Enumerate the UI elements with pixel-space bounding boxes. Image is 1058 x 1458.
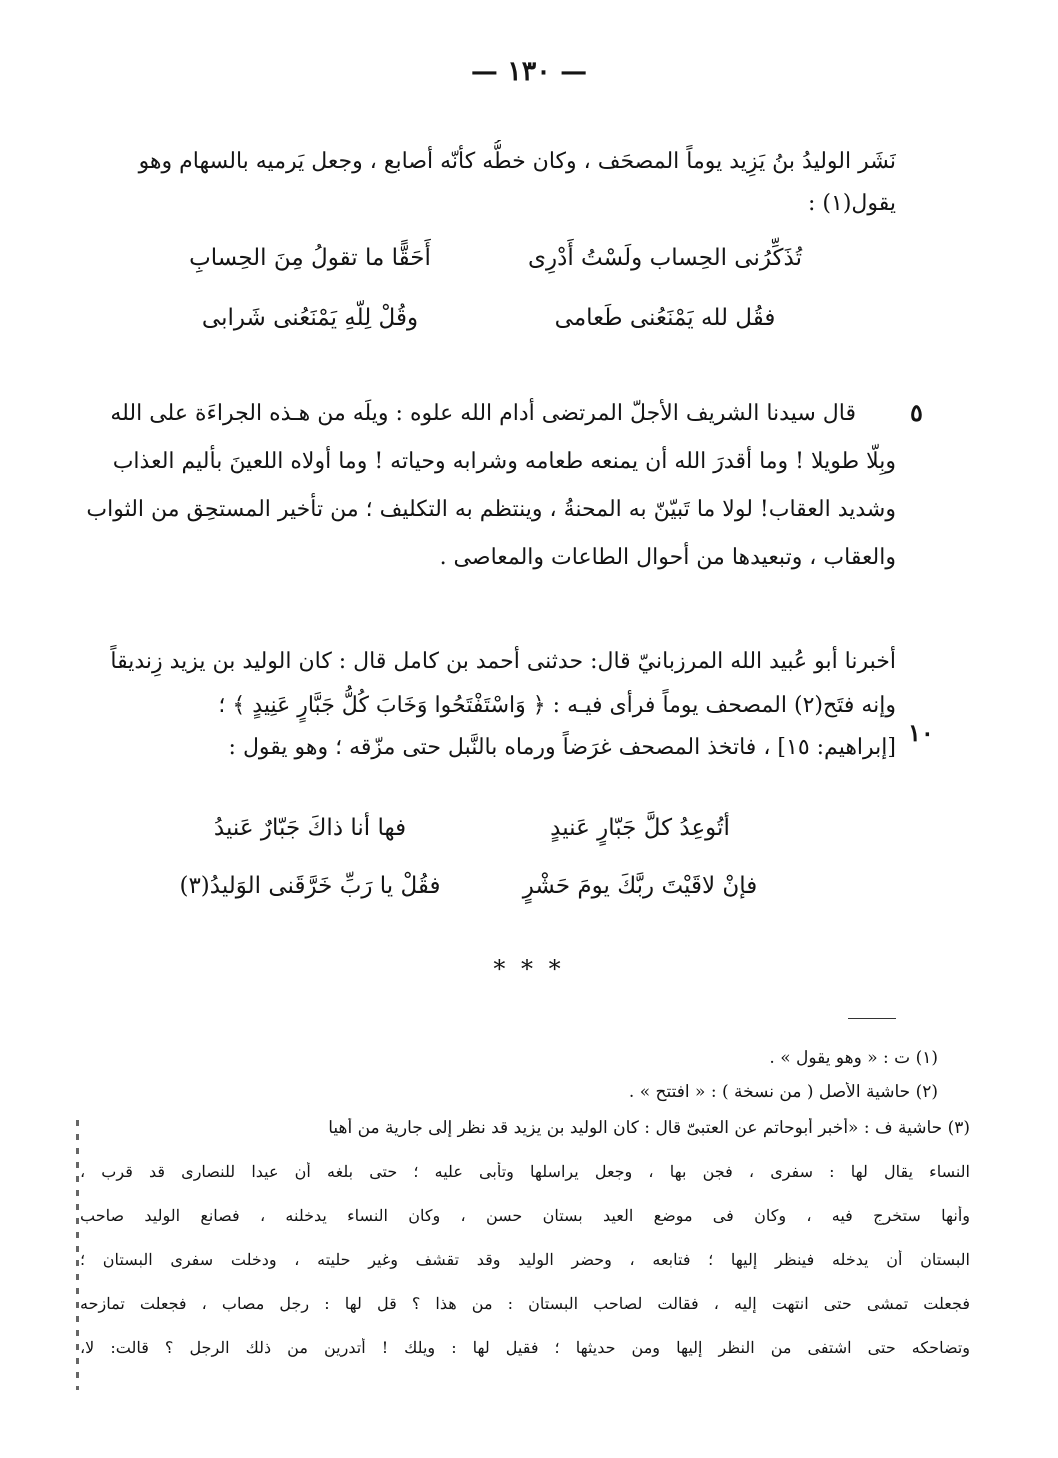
poem-verses-2 — [160, 815, 800, 925]
verse-2-left-hemistich: وقُلْ لِلّهِ يَمْنَعُنى شَرابى — [201, 305, 419, 331]
line-number-5: ٥ — [910, 398, 923, 427]
paragraph-line: نَشَر الوليدُ بنُ يَزِيد يوماً المصحَف ، وكان خطُّه كأنّه أصابع ، وجعل يَرميه بالسهام وهو — [138, 149, 896, 174]
paragraph-murtada-comment — [84, 390, 896, 582]
verse-2-right-hemistich: فقُل لله يَمْنَعُنى طَعامى — [554, 305, 776, 331]
paragraph-line: يقول(١) : — [807, 191, 896, 216]
verse-3-left-hemistich: فها أنا ذاكَ جَبّارٌ عَنيدُ — [213, 815, 407, 841]
verse-4-right-hemistich: فإنْ لاقَيْتَ ربَّكَ يومَ حَشْرٍ — [522, 873, 758, 899]
verse-1-right-hemistich: تُذَكِّرُنى الحِساب ولَسْتُ أَدْرِى — [527, 245, 802, 271]
paragraph-line: وبِلّا طويلا ! وما أقدرَ الله أن يمنعه طعامه وشرابه وحياته ! وما أولاه اللعينَ بأليم العذاب — [112, 449, 896, 474]
page-number: — ١٣٠ — — [470, 56, 588, 87]
footnote-1: (١) ت : « وهو يقول » . — [769, 1048, 938, 1068]
paragraph-line: وشديد العقاب! لولا ما تَبيّنّ به المحنةُ ، وينتظم به التكليف ؛ من تأخير المستحِق من الثواب — [86, 497, 896, 522]
footnote-2: (٢) حاشية الأصل ( من نسخة ) : « افتتح » . — [628, 1082, 938, 1102]
section-separator: * * * — [493, 955, 565, 983]
paragraph-walid-mushaf — [84, 140, 896, 224]
footnote-3-line: (٣) حاشية ف : «أخبر أبوحاتم عن العتبىّ قال : كان الوليد بن يزيد قد نظر إلى جارية من أهيا — [328, 1118, 970, 1138]
paragraph-line: أخبرنا أبو عُبيد الله المرزبانيّ قال: حدثنى أحمد بن كامل قال : كان الوليد بن يزيد زِنديقاً — [110, 649, 896, 674]
footnote-rule — [848, 1018, 896, 1019]
paragraph-line: قال سيدنا الشريف الأجلّ المرتضى أدام الله علوه : ويلَه من هـذه الجراءَة على الله — [110, 401, 856, 426]
paragraph-marzubani-report — [84, 640, 896, 768]
paragraph-line: [إبراهيم: ١٥] ، فاتخذ المصحف غرَضاً ورماه بالنَّبل حتى مزّقه ؛ وهو يقول : — [228, 735, 896, 760]
footnote-3-line: البستان أن يدخله فينظر إليها ؛ فتابعه ، وحضر الوليد وقد تقشف وغير حليته ، ودخلت سفرى البستان ؛ — [80, 1250, 970, 1269]
verse-1-left-hemistich: أَحَقًّا ما تقولُ مِنَ الحِسابِ — [189, 245, 431, 271]
paragraph-line: وإنه فتَح(٢) المصحف يوماً فرأى فيـه : ﴿ وَاسْتَفْتَحُوا وَخَابَ كُلُّ جَبَّارٍ عَنِيدٍ ﴾ ؛ — [218, 693, 896, 718]
footnote-3-line: وتضاحكه حتى اشتفى من النظر إليها ومن حديثها ؛ فقيل لها : ويلك ! أتدرين من ذلك الرجل ؟ قالت: لا، — [80, 1338, 970, 1357]
verse-3-right-hemistich: أتُوعِدُ كلَّ جَبّارٍ عَنيدٍ — [550, 815, 730, 841]
verse-4-left-hemistich: فقُلْ يا رَبِّ خَرَّقَنى الوَليدُ(٣) — [179, 873, 441, 899]
poem-verses-1 — [150, 245, 830, 355]
footnote-3-line: النساء يقال لها : سفرى ، فجن بها ، وجعل يراسلها وتأبى عليه ؛ حتى بلغه أن عيدا للنصارى قد قرب ، — [80, 1162, 970, 1181]
line-number-10: ١٠ — [908, 718, 934, 747]
footnote-3-line: فجعلت تمشى حتى انتهت إليه ، فقالت لصاحب البستان : من هذا ؟ قل لها : رجل مصاب ، فجعلت تمازحه — [80, 1294, 970, 1313]
paragraph-line: والعقاب ، وتبعيدها من أحوال الطاعات والمعاصى . — [439, 545, 896, 570]
footnote-3-line: وأنها ستخرج فيه ، وكان فى موضع العيد بستان حسن ، وكان النساء يدخلنه ، فصانع الوليد صاحب — [80, 1206, 970, 1225]
scan-margin-edge — [76, 1120, 79, 1390]
